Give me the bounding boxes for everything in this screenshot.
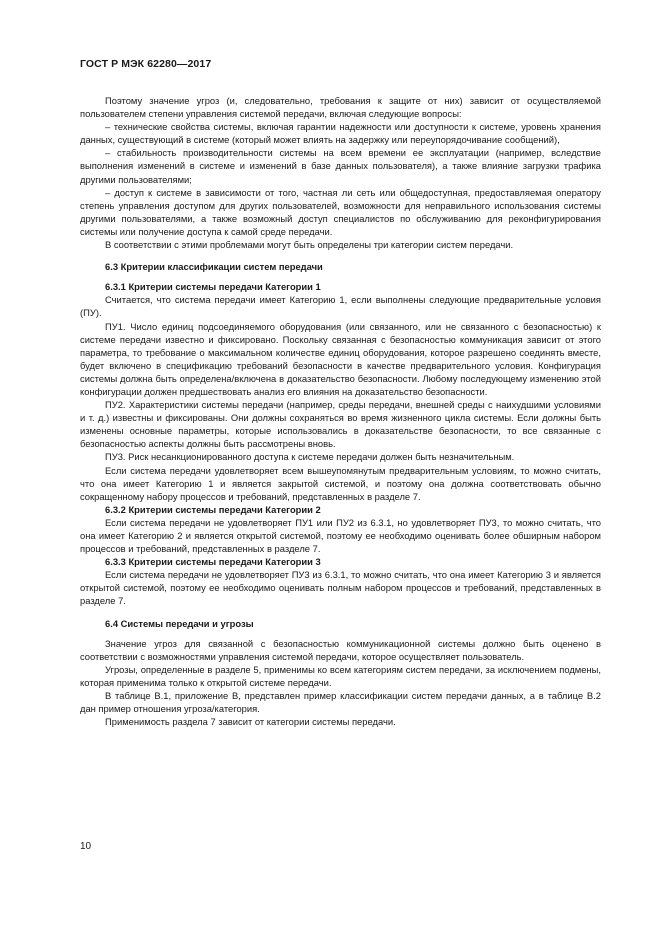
paragraph: В соответствии с этими проблемами могут быть определены три категории систем передачи.	[105, 239, 514, 251]
section-heading-6-4: 6.4 Системы передачи и угрозы	[105, 617, 254, 629]
paragraph: Если система передачи не удовлетворяет ПУ1 или ПУ2 из 6.3.1, но удовлетворяет ПУ3, то можно считать, что она имеет Категорию 2 и является открытой системой, поэтому ее необходимо оценивать более обширным набором процессов и требований, представленных в разделе 7.	[80, 516, 601, 555]
paragraph: ПУ3. Риск несанкционированного доступа к системе передачи должен быть незначительным.	[105, 451, 515, 463]
subsection-heading-6-3-1: 6.3.1 Критерии системы передачи Категории 1	[105, 281, 321, 293]
subsection-heading-6-3-2: 6.3.2 Критерии системы передачи Категории 2	[105, 503, 321, 515]
list-item: – стабильность производительности системы на всем времени ее эксплуатации (например, вследствие выполнения изменений в системе и изменений в базе данных пользователя), а также влияние загрузки трафика другими пользователями;	[80, 147, 601, 185]
page-header: ГОСТ Р МЭК 62280—2017	[80, 58, 212, 70]
paragraph: Если система передачи не удовлетворяет ПУ3 из 6.3.1, то можно считать, что она имеет Категорию 3 и является открытой системой, поэтому ее необходимо оценивать полным набором процессов и требований, представленных в разделе 7.	[80, 569, 601, 607]
paragraph: Угрозы, определенные в разделе 5, применимы ко всем категориям систем передачи, за исключением подмены, которая применима только к открытой системе передачи.	[80, 663, 601, 688]
paragraph: ПУ2. Характеристики системы передачи (например, среды передачи, внешней среды с наихудшими условиями и т. д.) известны и фиксированы. Они должны сохраняться во время жизненного цикла системы. Если должны быть изменены основные параметры, которые использовались в доказательстве безопасности, то все связанные с безопасностью аспекты должны быть рассмотрены вновь.	[80, 399, 601, 450]
document-body	[80, 94, 601, 728]
paragraph: Поэтому значение угроз (и, следовательно, требования к защите от них) зависит от осуществляемой пользователем степени управления системой передачи, включая следующие вопросы:	[80, 95, 601, 120]
page-number: 10	[80, 841, 92, 852]
paragraph: Считается, что система передачи имеет Категорию 1, если выполнены следующие предварительные условия (ПУ).	[80, 294, 601, 319]
list-item: – доступ к системе в зависимости от того, частная ли сеть или общедоступная, предоставляемая оператору степень управления доступом для других пользователей, возможности для неправильного использования системы другими пользователями, а также возможный доступ специалистов по обслуживанию для реконфигурирования системы или получение доступа к самой среде передачи.	[80, 186, 601, 237]
list-item: – технические свойства системы, включая гарантии надежности или доступности к системе, уровень хранения данных, существующий в системе (который может влиять на задержку или переупорядочивание сообщений),	[80, 121, 601, 146]
paragraph: Применимость раздела 7 зависит от категории системы передачи.	[105, 716, 396, 728]
subsection-heading-6-3-3: 6.3.3 Критерии системы передачи Категории 3	[105, 556, 321, 568]
paragraph: В таблице В.1, приложение В, представлен пример классификации систем передачи данных, а в таблице В.2 дан пример отношения угроза/категория.	[80, 690, 601, 715]
paragraph: ПУ1. Число единиц подсоединяемого оборудования (или связанного, или не связанного с безопасностью) к системе передачи известно и фиксировано. Поскольку связанная с безопасностью коммуникация зависит от этого параметра, то требование о максимальном количестве единиц оборудования, которое разрешено соединять вместе, будет включено в спецификацию требований безопасности в качестве предварительного условия. Конфигурация системы должна быть определена/включена в доказательство безопасности. Любому последующему изменению этой конфигурации должен предшествовать анализ его влияния на доказательство безопасности.	[80, 320, 601, 397]
section-heading-6-3: 6.3 Критерии классификации систем передачи	[105, 261, 323, 273]
paragraph: Значение угроз для связанной с безопасностью коммуникационной системы должно быть оценено в соответствии с возможностями управления системой передачи, которое осуществляет пользователь.	[80, 637, 601, 662]
paragraph: Если система передачи удовлетворяет всем вышеупомянутым предварительным условиям, то можно считать, что она имеет Категорию 1 и является закрытой системой, и поэтому она должна соответствовать обычно сокращенному набору процессов и требований, представленных в разделе 7.	[80, 464, 601, 502]
